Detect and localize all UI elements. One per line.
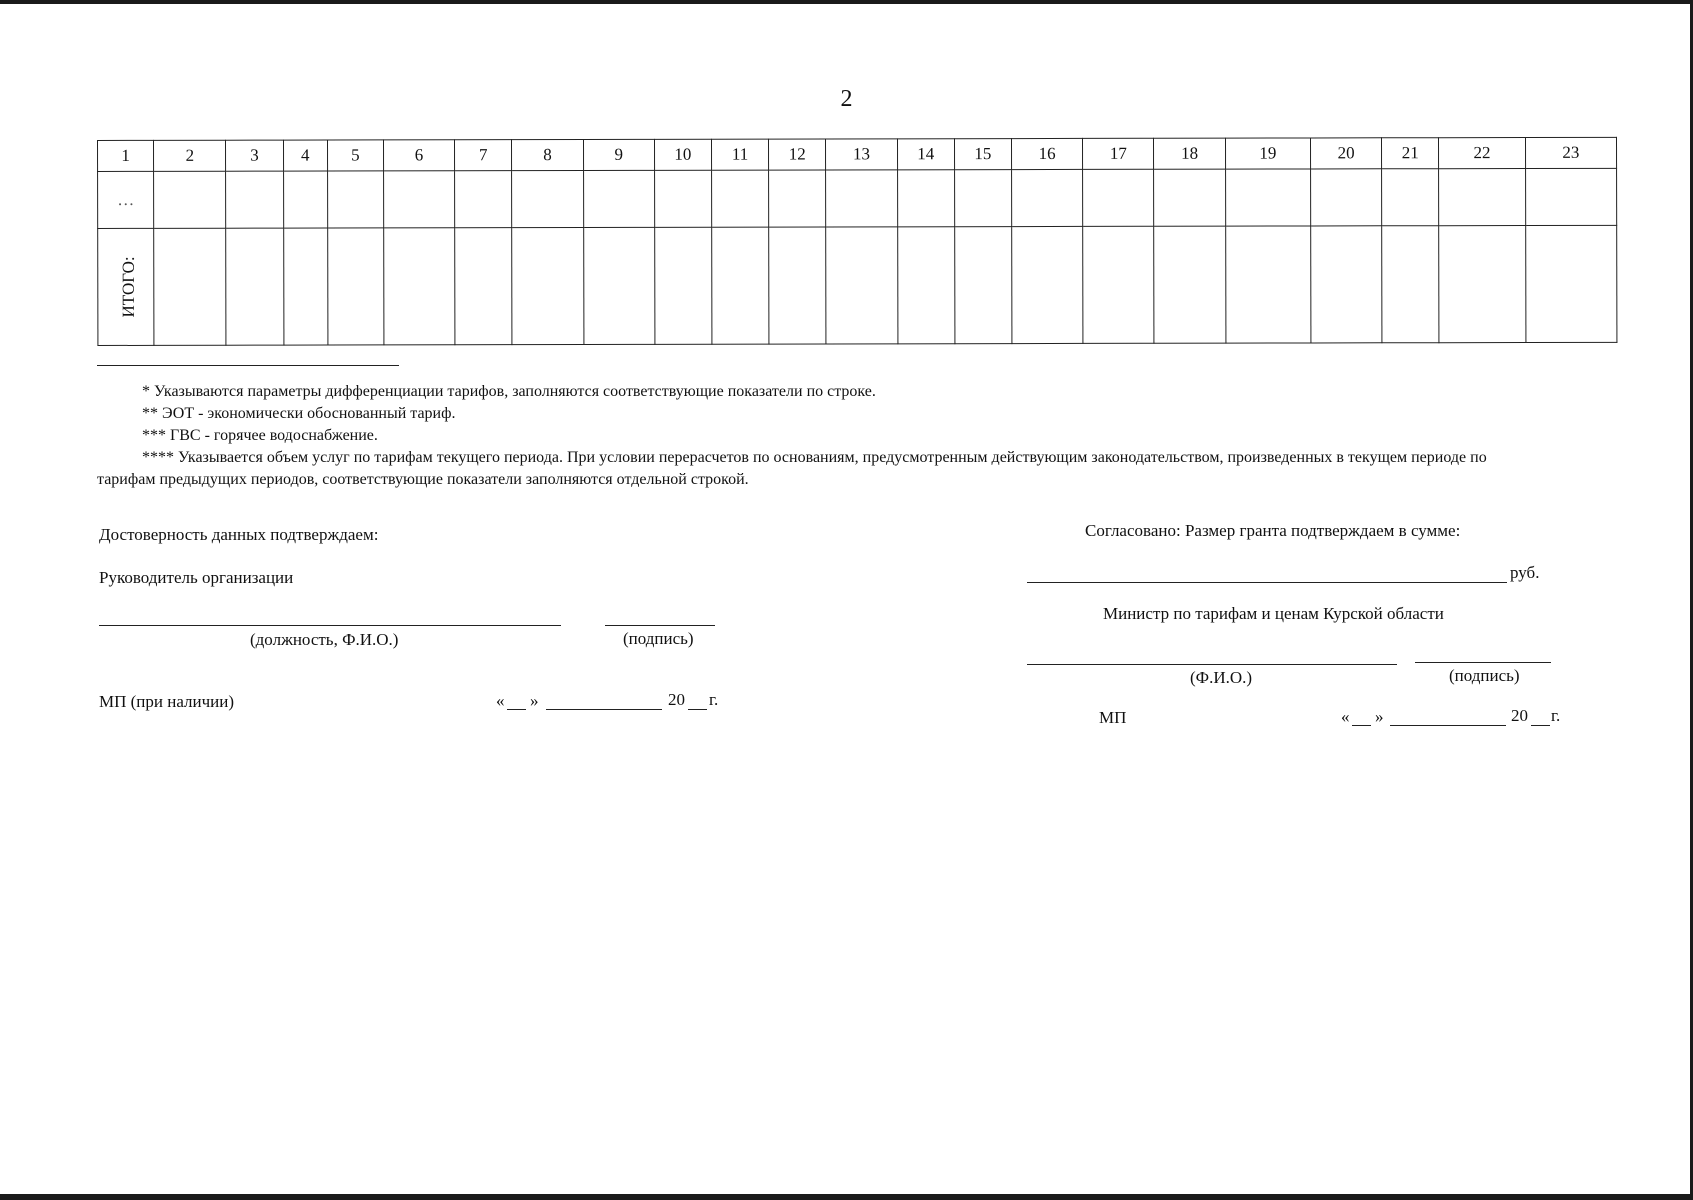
minister-date-open-quote: «	[1341, 707, 1350, 726]
table-header-cell: 11	[711, 139, 768, 170]
table-header-cell: 3	[226, 140, 283, 171]
table-cell-empty	[954, 170, 1011, 227]
table-header-cell: 8	[512, 139, 583, 170]
date-day-line[interactable]	[507, 709, 526, 710]
table-header-cell: 17	[1083, 138, 1154, 169]
table-header-cell: 20	[1310, 138, 1381, 169]
table-cell-empty	[383, 171, 454, 228]
table-cell-empty	[826, 170, 897, 227]
table-cell-empty	[1225, 226, 1311, 343]
table-cell-empty	[1083, 226, 1154, 343]
minister-label: Министр по тарифам и ценам Курской области	[1103, 604, 1444, 623]
table-cell-empty	[512, 227, 583, 344]
date-suffix: г.	[709, 690, 719, 709]
currency-label: руб.	[1510, 563, 1540, 582]
table-cell-empty	[1439, 169, 1525, 226]
table-cell-empty	[283, 228, 327, 345]
table-cell-empty	[512, 170, 583, 227]
table-cell-empty	[1225, 169, 1310, 226]
table-header-cell: 21	[1382, 138, 1439, 169]
tariff-table	[97, 137, 1617, 346]
row-label-ellipsis: …	[98, 171, 154, 228]
table-cell-empty	[384, 228, 455, 345]
position-caption: (должность, Ф.И.О.)	[250, 630, 399, 649]
footnote-1: * Указываются параметры дифференциации тарифов, заполняются соответствующие показатели по строке.	[142, 383, 876, 400]
minister-signature-caption: (подпись)	[1449, 666, 1520, 685]
table-row-total	[98, 225, 1617, 345]
page-number: 2	[840, 86, 853, 112]
table-header-cell: 19	[1225, 138, 1310, 169]
table-cell-empty	[712, 170, 769, 227]
table-cell-empty	[826, 227, 897, 344]
table-header-cell: 4	[283, 140, 327, 171]
minister-name-caption: (Ф.И.О.)	[1190, 668, 1253, 687]
stamp-label: МП (при наличии)	[99, 692, 235, 711]
scan-edge-bottom	[0, 1194, 1693, 1200]
minister-date-year: 20	[1511, 706, 1528, 725]
table-cell-empty	[226, 228, 283, 345]
table-cell-empty	[1382, 169, 1439, 226]
table-header-cell: 18	[1154, 138, 1225, 169]
footnote-3: *** ГВС - горячее водоснабжение.	[142, 427, 378, 444]
table-header-cell: 5	[327, 140, 383, 171]
minister-date-day-line[interactable]	[1352, 725, 1371, 726]
date-close-quote: »	[530, 691, 539, 710]
minister-signature-line[interactable]	[1415, 662, 1551, 663]
table-cell-empty	[1012, 226, 1083, 343]
table-cell-empty	[1439, 226, 1526, 343]
table-cell-empty	[327, 171, 383, 228]
table-cell-empty	[455, 171, 512, 228]
footnote-4: **** Указывается объем услуг по тарифам текущего периода. При условии перерасчетов по основаниям, предусмотренным действующим законодательством, произведенных в текущем периоде по тарифам предыдущих периодов, соответствующие показатели заполняются отдельной строкой.	[97, 449, 1487, 488]
head-label: Руководитель организации	[99, 568, 294, 587]
table-header-row	[98, 137, 1617, 171]
confirm-label: Достоверность данных подтверждаем:	[99, 525, 379, 544]
table-cell-empty	[654, 170, 711, 227]
minister-date-year-line[interactable]	[1531, 725, 1550, 726]
table-header-cell: 1	[98, 140, 154, 171]
table-header-cell: 15	[954, 139, 1011, 170]
table-cell-empty	[769, 170, 826, 227]
table-cell-empty	[583, 227, 654, 344]
table-cell-empty	[583, 170, 654, 227]
date-open-quote: «	[496, 691, 505, 710]
table-cell-empty	[283, 171, 327, 228]
minister-date-close-quote: »	[1375, 707, 1384, 726]
minister-date-suffix: г.	[1551, 706, 1561, 725]
footnote-2: ** ЭОТ - экономически обоснованный тариф.	[142, 405, 456, 422]
table-header-cell: 10	[654, 139, 711, 170]
table-cell-empty	[154, 171, 226, 228]
table-header-cell: 16	[1011, 138, 1082, 169]
footnotes	[97, 381, 1517, 491]
table-cell-empty	[1154, 169, 1225, 226]
table-header-cell: 12	[769, 139, 826, 170]
table-cell-empty	[1525, 225, 1617, 342]
agreed-label: Согласовано: Размер гранта подтверждаем в сумме:	[1085, 521, 1461, 540]
table-header-cell: 6	[383, 140, 454, 171]
table-cell-empty	[897, 170, 954, 227]
table-header-cell: 22	[1439, 138, 1525, 169]
table-cell-empty	[654, 227, 711, 344]
footnote-separator	[97, 365, 399, 366]
table-cell-empty	[1311, 226, 1382, 343]
table-row-ellipsis	[98, 168, 1617, 228]
table-header-cell: 7	[455, 140, 512, 171]
position-line[interactable]	[99, 625, 561, 626]
date-year: 20	[668, 690, 685, 709]
table-header-cell: 14	[897, 139, 954, 170]
table-cell-empty	[1012, 169, 1083, 226]
signature-line[interactable]	[605, 625, 715, 626]
table-cell-empty	[769, 227, 826, 344]
table-header-cell: 13	[826, 139, 897, 170]
date-month-line[interactable]	[546, 709, 662, 710]
table-cell-empty	[1525, 168, 1616, 225]
minister-stamp-label: МП	[1099, 708, 1127, 727]
row-label-total-cell	[98, 228, 154, 345]
table-cell-empty	[226, 171, 283, 228]
table-cell-empty	[327, 228, 383, 345]
table-header-cell: 9	[583, 139, 654, 170]
scan-edge-top	[0, 0, 1693, 4]
minister-name-line[interactable]	[1027, 664, 1397, 665]
table-cell-empty	[712, 227, 769, 344]
table-cell-empty	[954, 227, 1011, 344]
grant-amount-line[interactable]	[1027, 582, 1507, 583]
table-cell-empty	[455, 228, 512, 345]
minister-date-month-line[interactable]	[1390, 725, 1506, 726]
date-year-line[interactable]	[688, 709, 707, 710]
table-cell-empty	[1083, 169, 1154, 226]
signature-caption: (подпись)	[623, 629, 694, 648]
table-header-cell: 23	[1525, 137, 1616, 168]
table-header-cell: 2	[154, 140, 226, 171]
table-cell-empty	[154, 228, 226, 345]
table-cell-empty	[1311, 169, 1382, 226]
table-cell-empty	[1382, 226, 1439, 343]
row-label-total: ИТОГО:	[118, 256, 138, 318]
table-cell-empty	[1154, 226, 1225, 343]
table-cell-empty	[897, 227, 954, 344]
